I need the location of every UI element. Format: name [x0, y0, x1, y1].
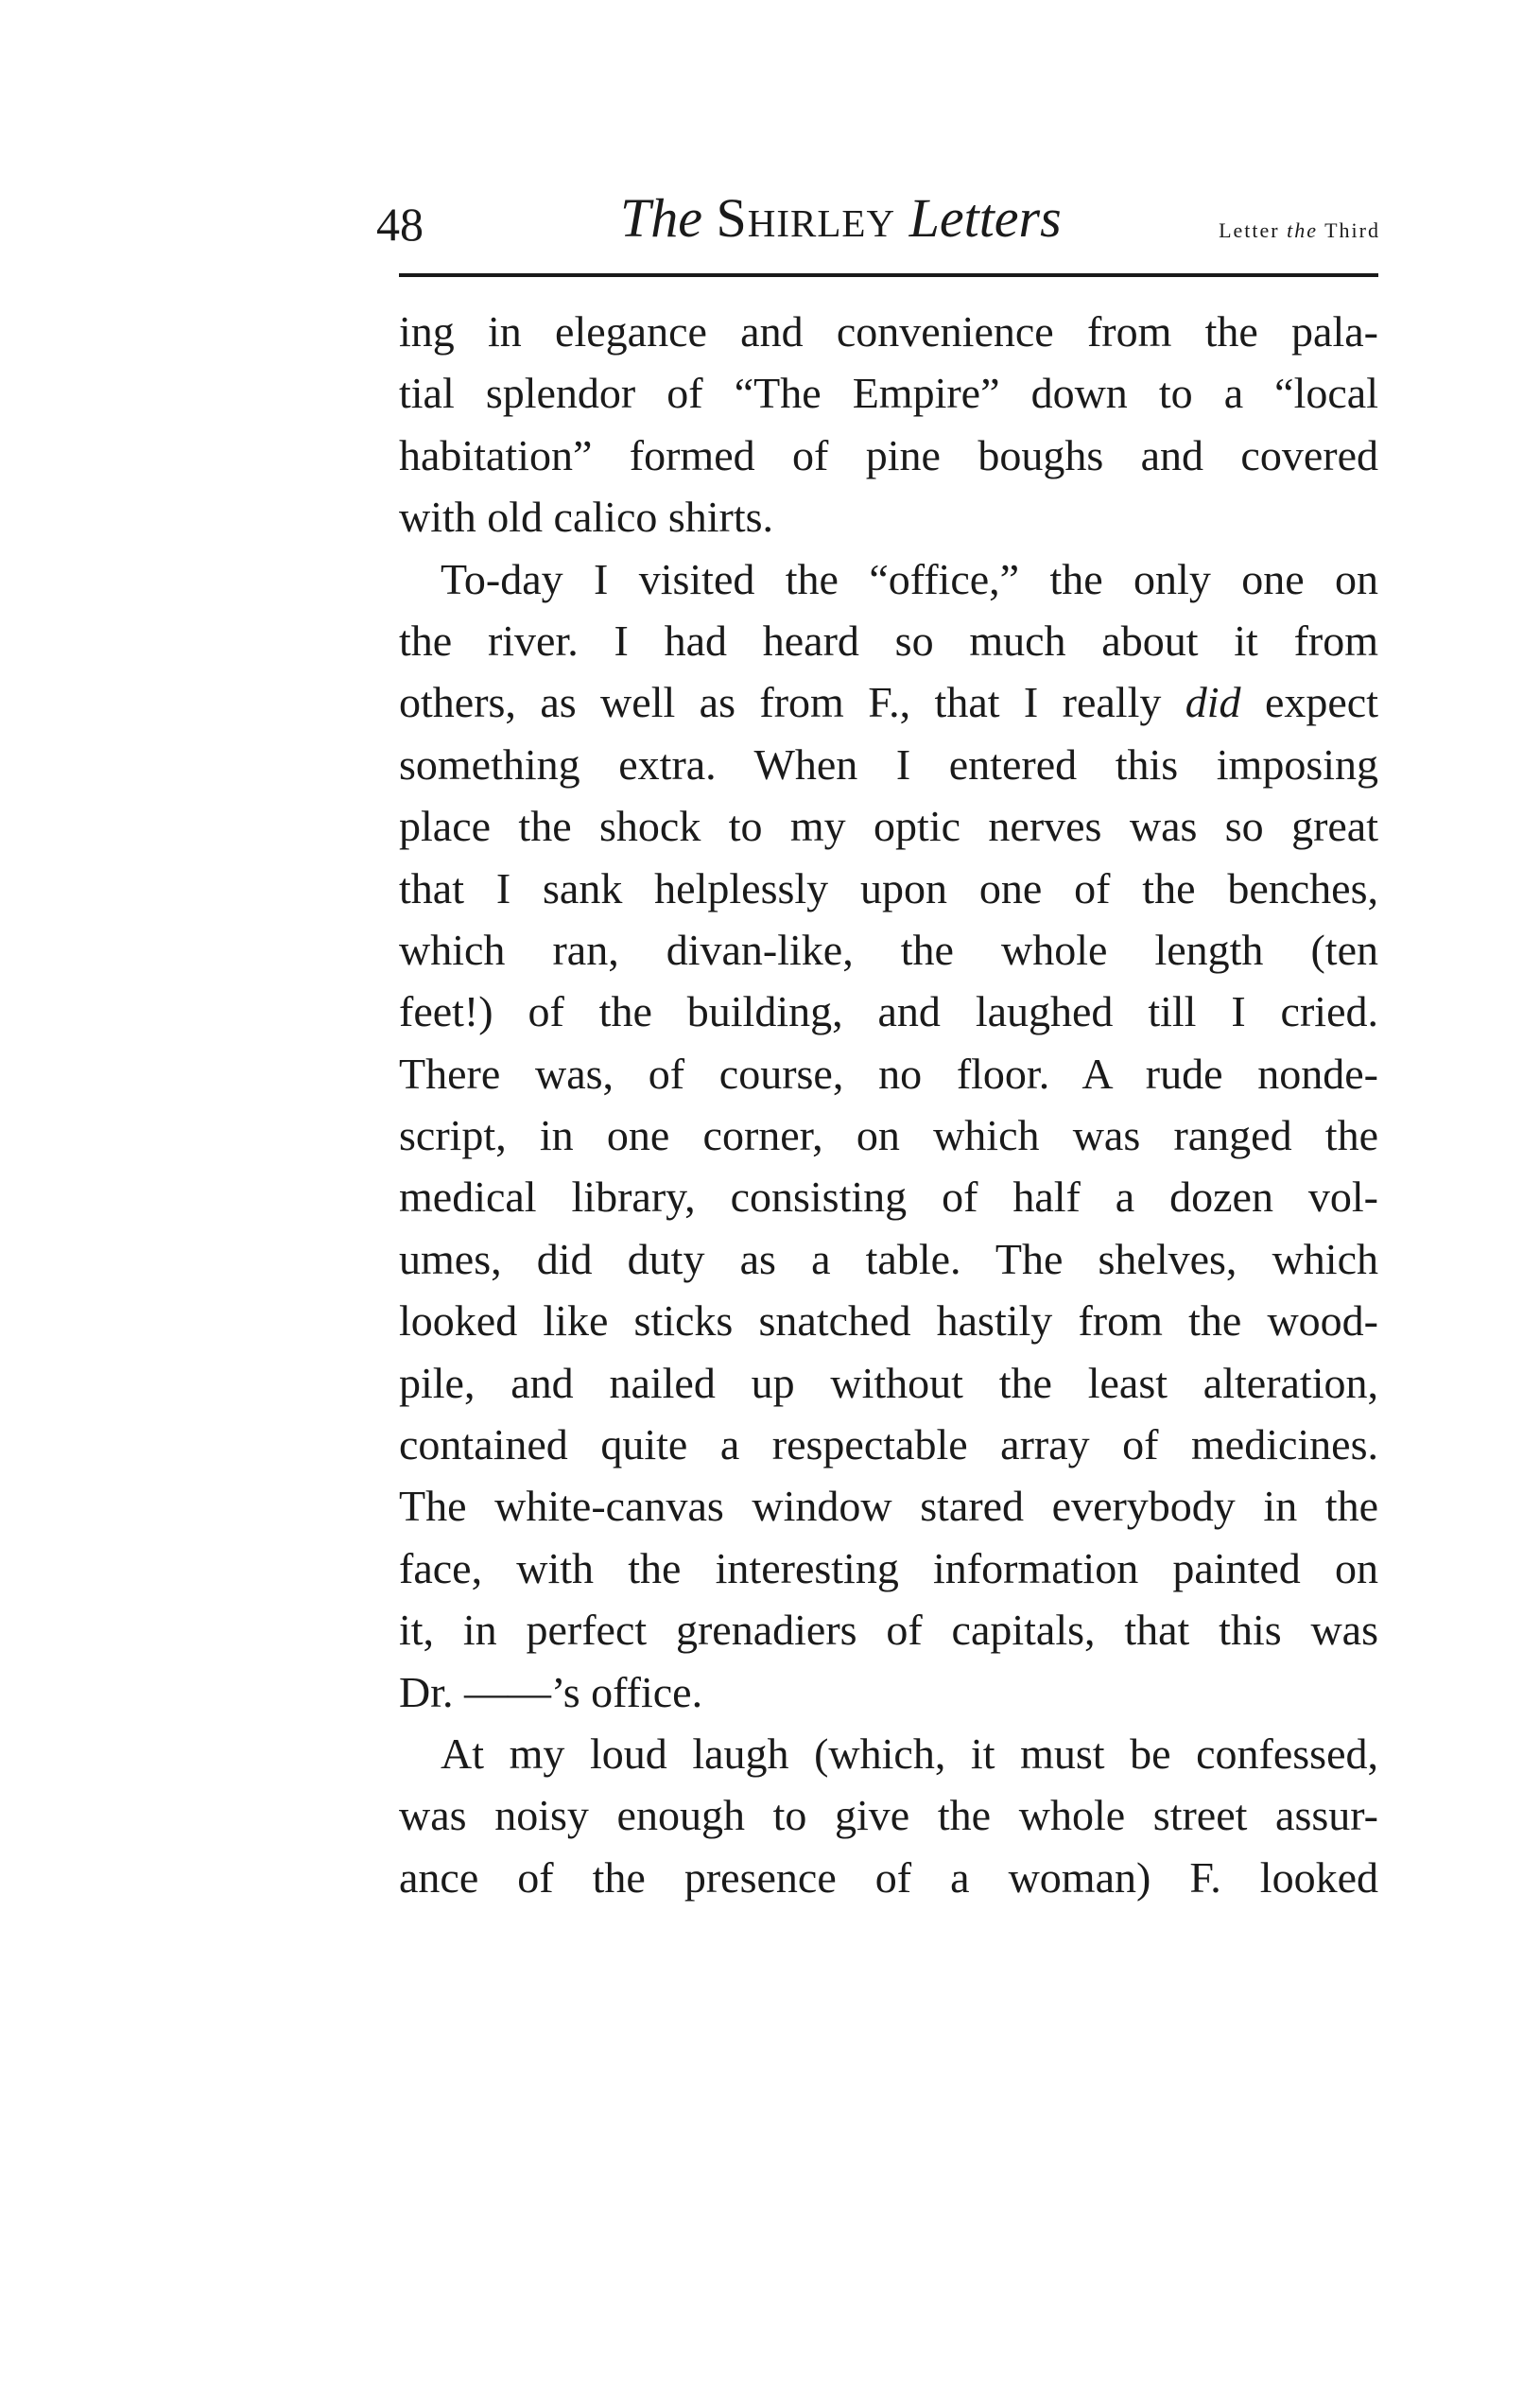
text-line: place the shock to my optic nerves was so great — [399, 802, 1378, 851]
text-line: ance of the presence of a woman) F. looked — [399, 1852, 1378, 1902]
title-letters: Letters — [908, 187, 1062, 249]
section-third: Third — [1324, 218, 1380, 242]
text-line: script, in one corner, on which was ranged the — [399, 1111, 1378, 1160]
text-line: others, as well as from F., that I really did expect — [399, 678, 1379, 727]
section-label — [1219, 218, 1380, 243]
header-rule — [399, 273, 1378, 277]
text-line: that I sank helplessly upon one of the benches, — [399, 863, 1378, 912]
text-line: medical library, consisting of half a dozen vol- — [399, 1173, 1378, 1222]
text-line: tial splendor of “The Empire” down to a “local — [399, 369, 1378, 418]
text-line: The white-canvas window stared everybody in the — [399, 1482, 1378, 1531]
title-the: The — [620, 187, 702, 249]
text-line: habitation” formed of pine boughs and covered — [399, 430, 1378, 479]
running-head — [376, 184, 1380, 260]
text-line: umes, did duty as a table. The shelves, which — [399, 1234, 1378, 1283]
text-line: pile, and nailed up without the least alteration, — [399, 1358, 1378, 1407]
text-line: looked like sticks snatched hastily from the wood- — [399, 1296, 1378, 1346]
title-shirley: Shirley — [716, 187, 896, 249]
section-letter: Letter — [1219, 218, 1280, 242]
text-line: which ran, divan-like, the whole length (ten — [399, 925, 1378, 974]
text-line: face, with the interesting information painted on — [399, 1543, 1378, 1592]
italic-word: did — [1185, 678, 1241, 727]
text-line: something extra. When I entered this imposing — [399, 739, 1378, 789]
text-line: There was, of course, no floor. A rude nonde- — [399, 1049, 1378, 1098]
text-line: Dr. ——’s office. — [399, 1667, 703, 1716]
section-the: the — [1287, 218, 1318, 242]
text-line: To-day I visited the “office,” the only one on — [441, 554, 1378, 603]
body-text — [399, 301, 1378, 1908]
text-line: with old calico shirts. — [399, 493, 774, 542]
text-line: At my loud laugh (which, it must be confessed, — [441, 1729, 1378, 1778]
text-line: the river. I had heard so much about it from — [399, 616, 1378, 665]
book-title — [620, 184, 1062, 252]
text-line: was noisy enough to give the whole street assur- — [399, 1791, 1378, 1840]
text-line: contained quite a respectable array of medicines. — [399, 1420, 1378, 1469]
text-line: it, in perfect grenadiers of capitals, that this was — [399, 1606, 1378, 1655]
page-number: 48 — [376, 198, 424, 251]
text-line: ing in elegance and convenience from the pala- — [399, 307, 1378, 356]
text-line: feet!) of the building, and laughed till I cried. — [399, 987, 1378, 1036]
